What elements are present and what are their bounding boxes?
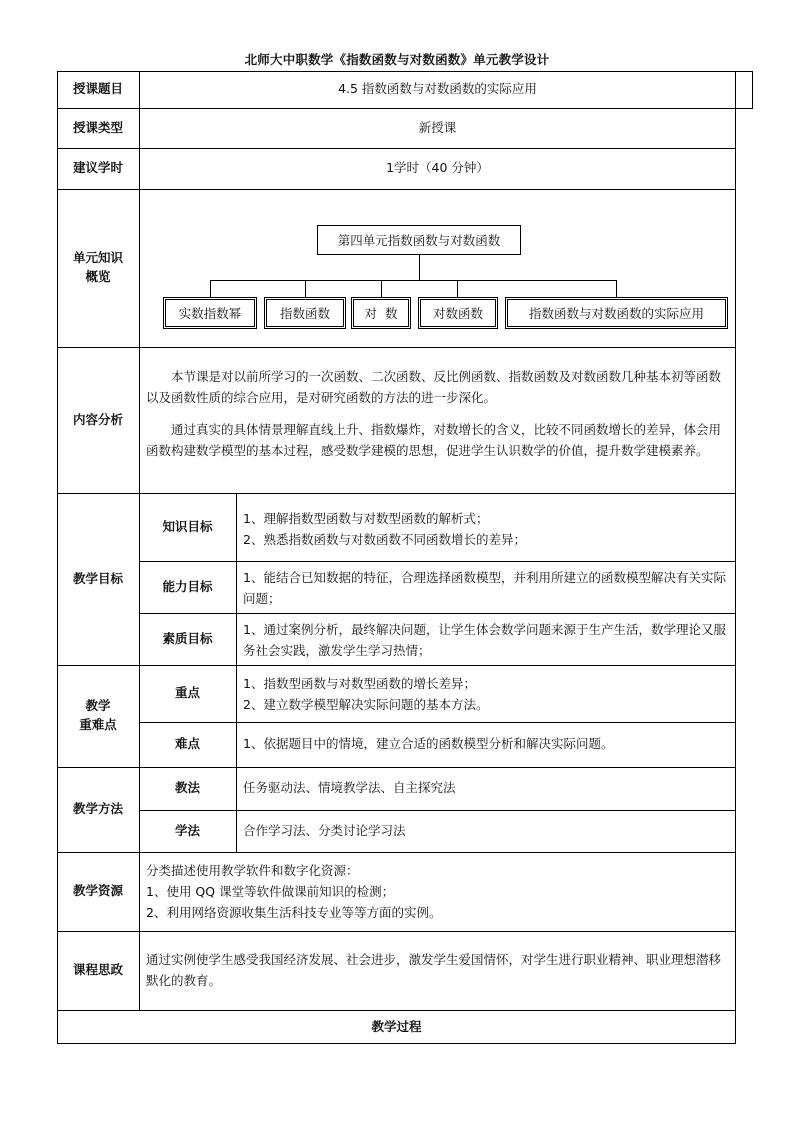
hours-value: 1学时（40 分钟）: [386, 160, 489, 176]
key-point-line2: 2、建立数学模型解决实际问题的基本方法。: [243, 697, 489, 712]
knowledge-objective-line1: 1、理解指数型函数与对数型函数的解析式；: [243, 511, 489, 526]
knowledge-objective-text: [243, 508, 729, 550]
quality-objective-label: 素质目标: [162, 630, 213, 646]
type-label: 授课类型: [72, 119, 123, 135]
resources-label: 教学资源: [72, 883, 123, 899]
resources-text: [146, 860, 730, 923]
overview-child-exponential: 指数函数: [266, 299, 344, 327]
overview-label-line2: 概览: [85, 269, 111, 284]
knowledge-objective-label: 知识目标: [162, 518, 213, 534]
resources-line3: 2、利用网络资源收集生活科技专业等等方面的实例。: [146, 905, 442, 920]
analysis-paragraph-2: 通过真实的具体情景理解直线上升、指数爆炸，对数增长的含义，比较不同函数增长的差异，体会用函数构建数学模型的基本过程，感受数学建模的思想，促进学生认识数学的价值，提升数学建模素养。: [146, 422, 722, 458]
ideology-label: 课程思政: [72, 962, 123, 978]
overview-child-logarithmic: 对数函数: [420, 299, 496, 327]
topic-value: 4.5 指数函数与对数函数的实际应用: [338, 81, 537, 97]
quality-objective-text: 1、通过案例分析，最终解决问题，让学生体会数学问题来源于生产生活，数学理论又服务社会实践，激发学生学习热情；: [243, 622, 726, 658]
hours-label: 建议学时: [72, 160, 123, 176]
difficulty-text: 1、依据题目中的情境，建立合适的函数模型分析和解决实际问题。: [243, 736, 614, 752]
overview-child-logarithm: 对 数: [353, 299, 409, 327]
ability-objective-label: 能力目标: [162, 578, 213, 594]
document-title: 北师大中职数学《指数函数与对数函数》单元教学设计: [244, 52, 550, 67]
difficulty-label: 难点: [174, 736, 200, 752]
learning-method-text: 合作学习法、分类讨论学习法: [243, 822, 406, 838]
overview-label-line1: 单元知识: [72, 250, 123, 266]
key-point-label: 重点: [174, 685, 200, 701]
key-point-line1: 1、指数型函数与对数型函数的增长差异；: [243, 676, 476, 691]
key-point-text: [243, 673, 729, 715]
type-value: 新授课: [418, 119, 457, 135]
resources-line1: 分类描述使用教学软件和数字化资源：: [146, 863, 359, 878]
keypoints-label-line1: 教学: [85, 698, 111, 714]
overview-label: [57, 189, 139, 347]
teaching-method-text: 任务驱动法、情境教学法、自主探究法: [243, 780, 456, 796]
ideology-text: 通过实例使学生感受我国经济发展、社会进步，激发学生爱国情怀，对学生进行职业精神、职业理想潜移默化的教育。: [146, 952, 722, 988]
process-header: 教学过程: [371, 1018, 422, 1034]
objectives-label: 教学目标: [72, 570, 123, 586]
ability-objective-text: 1、能结合已知数据的特征，合理选择函数模型，并利用所建立的函数模型解决有关实际问题；: [243, 570, 726, 606]
topic-label: 授课题目: [72, 81, 123, 97]
overview-child-real-exponent: 实数指数幂: [165, 299, 255, 327]
overview-child-application: 指数函数与对数函数的实际应用: [507, 299, 726, 327]
keypoints-label-line2: 重难点: [79, 717, 117, 732]
overview-root-box: 第四单元指数函数与对数函数: [317, 225, 521, 255]
methods-label: 教学方法: [72, 801, 123, 817]
knowledge-objective-line2: 2、熟悉指数函数与对数函数不同函数增长的差异；: [243, 532, 526, 547]
learning-method-label: 学法: [174, 822, 200, 838]
analysis-label: 内容分析: [72, 411, 123, 427]
analysis-paragraph-1: 本节课是对以前所学习的一次函数、二次函数、反比例函数、指数函数及对数函数几种基本初等函数以及函数性质的综合应用，是对研究函数的方法的进一步深化。: [146, 369, 722, 405]
resources-line2: 1、使用 QQ 课堂等软件做课前知识的检测；: [146, 884, 395, 899]
teaching-method-label: 教法: [174, 780, 200, 796]
keypoints-label: [57, 665, 139, 767]
